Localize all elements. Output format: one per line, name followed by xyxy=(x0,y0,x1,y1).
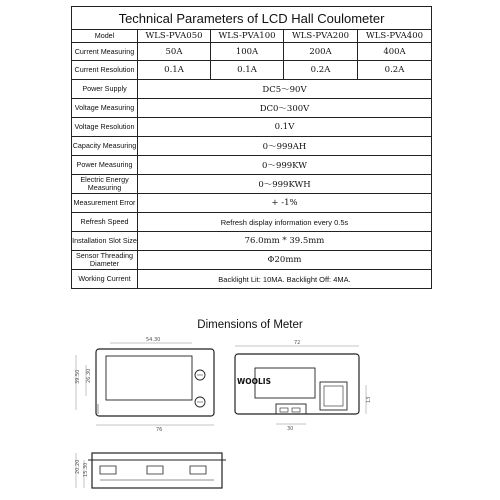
model-value: WLS-PVA200 xyxy=(284,30,358,43)
param-label: Measurement Error xyxy=(72,194,138,213)
param-value: Backlight Lit: 10MA. Backlight Off: 4MA. xyxy=(138,270,432,289)
param-value: 0～999KW xyxy=(138,156,432,175)
front-view-drawing xyxy=(76,343,214,425)
param-label: Refresh Speed xyxy=(72,213,138,232)
front-width-label: 54.30 xyxy=(146,337,161,343)
param-label: Power Measuring xyxy=(72,156,138,175)
sensor-height-label: 13 xyxy=(366,396,372,403)
param-value: 76.0mm * 39.5mm xyxy=(138,232,432,251)
model-label: Model xyxy=(72,30,138,43)
param-value: DC5～90V xyxy=(138,80,432,99)
woolis-logo: WOOLIS xyxy=(237,377,271,386)
param-label: Working Current xyxy=(72,270,138,289)
param-value: 0～999KWH xyxy=(138,175,432,194)
side-view-drawing xyxy=(76,453,226,488)
top-width-label: 72 xyxy=(294,340,301,346)
table-title: Technical Parameters of LCD Hall Coulometer xyxy=(72,7,432,30)
param-label: Voltage Resolution xyxy=(72,118,138,137)
current-measuring-value: 200A xyxy=(284,43,358,61)
param-value: DC0～300V xyxy=(138,99,432,118)
current-resolution-value: 0.1A xyxy=(138,61,211,80)
param-label: Electric Energy Measuring xyxy=(72,175,138,194)
current-resolution-value: 0.2A xyxy=(284,61,358,80)
param-value: Φ20mm xyxy=(138,251,432,270)
front-total-width-label: 76 xyxy=(156,427,163,433)
front-inner-height-label: 26.30 xyxy=(86,368,92,383)
param-label: Sensor Threading Diameter xyxy=(72,251,138,270)
current-measuring-value: 400A xyxy=(358,43,432,61)
param-label: Power Supply xyxy=(72,80,138,99)
side-height-a-label: 20.20 xyxy=(75,459,81,474)
model-value: WLS-PVA100 xyxy=(211,30,284,43)
current-measuring-label: Current Measuring xyxy=(72,43,138,61)
sensor-width-label: 30 xyxy=(287,426,294,432)
param-label: Installation Slot Size xyxy=(72,232,138,251)
side-height-b-label: 15.30 xyxy=(83,462,89,477)
current-measuring-value: 50A xyxy=(138,43,211,61)
model-value: WLS-PVA050 xyxy=(138,30,211,43)
current-resolution-value: 0.2A xyxy=(358,61,432,80)
front-height-label: 39.50 xyxy=(75,369,81,384)
param-value: + -1% xyxy=(138,194,432,213)
current-measuring-value: 100A xyxy=(211,43,284,61)
param-label: Voltage Measuring xyxy=(72,99,138,118)
model-value: WLS-PVA400 xyxy=(358,30,432,43)
dimensions-title: Dimensions of Meter xyxy=(197,319,303,331)
param-value: 0～999AH xyxy=(138,137,432,156)
param-value: Refresh display information every 0.5s xyxy=(138,213,432,232)
param-label: Capacity Measuring xyxy=(72,137,138,156)
current-resolution-value: 0.1A xyxy=(211,61,284,80)
param-value: 0.1V xyxy=(138,118,432,137)
current-resolution-label: Current Resolution xyxy=(72,61,138,80)
